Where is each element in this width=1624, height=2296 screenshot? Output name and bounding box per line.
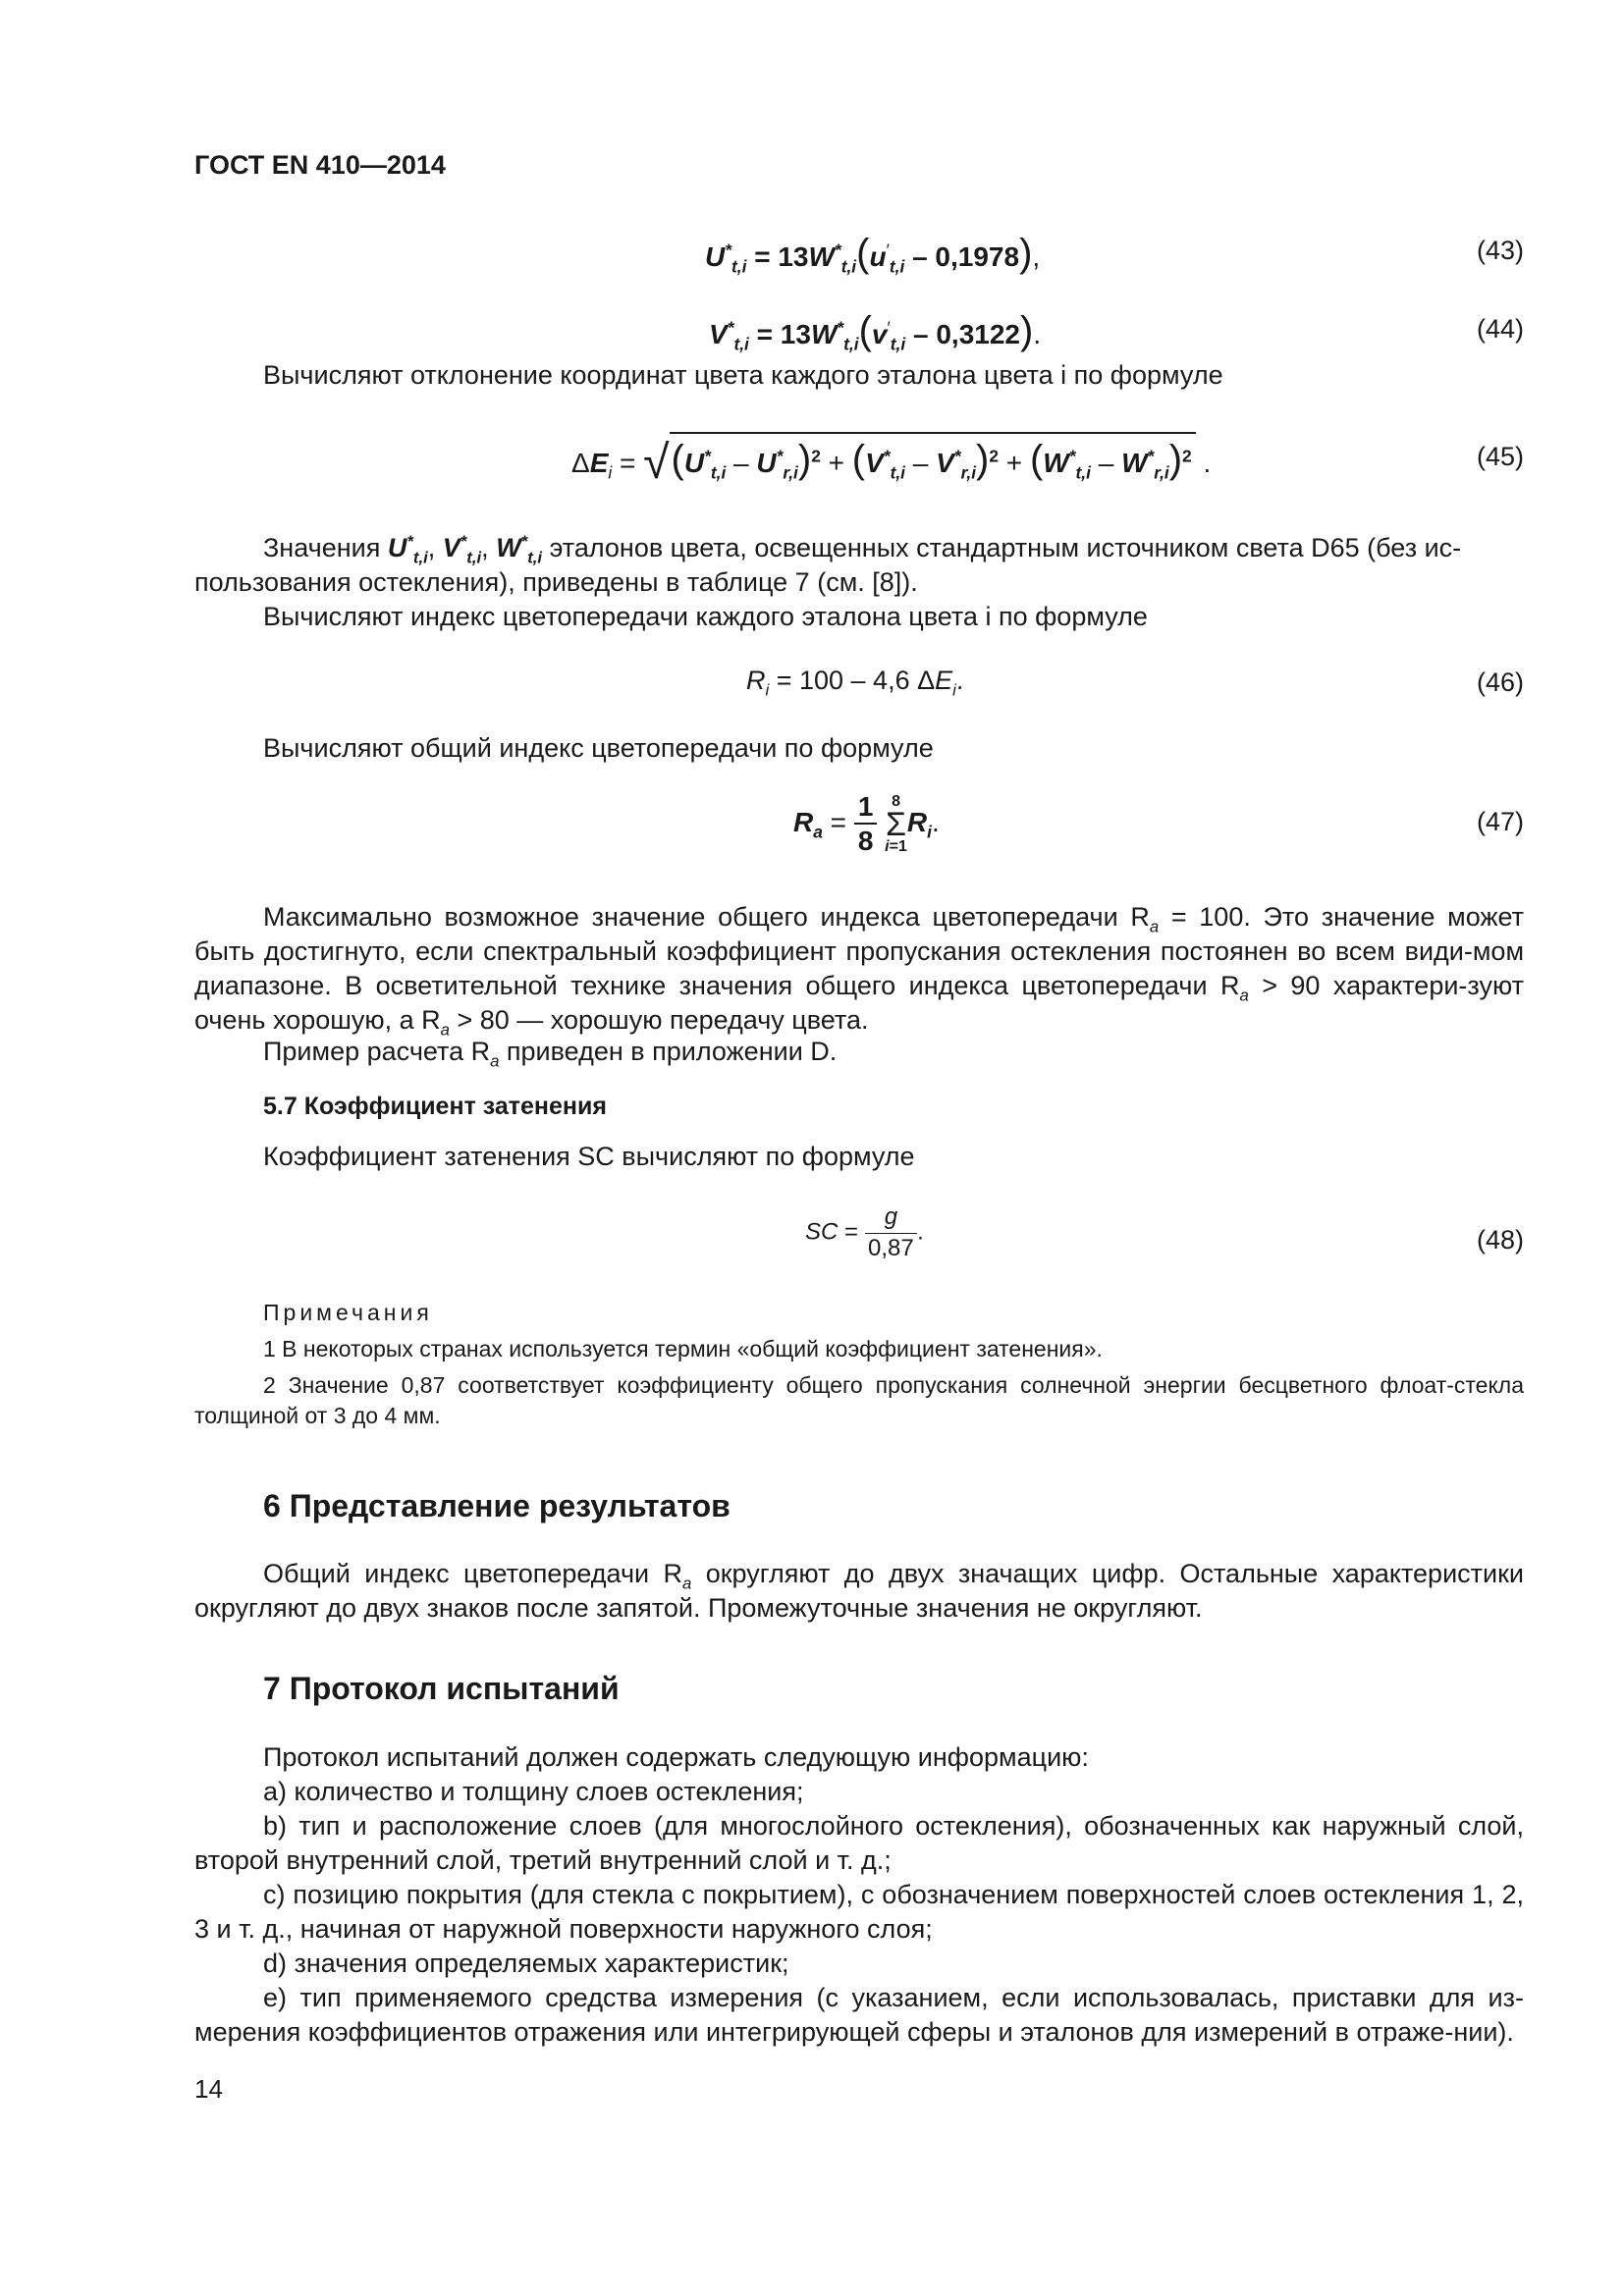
formula-45: $\Delta E_i = √(U^*_{t,i} - U^*_{r,i})^2 + (V^*_{t,i} - V^*_{r,i})^2 + (W^*_{t,i} - W^*_{r,i})^2$ . [571,432,1211,487]
example-text-1: Пример расчета R [263,1037,491,1066]
formula-47-number: (47) [1476,807,1524,836]
protocol-item-d: d) значения определяемых характеристик; [263,1949,789,1978]
formula-48-number: (48) [1476,1225,1524,1255]
notes-label: Примечания [263,1300,433,1325]
values-label: Значения [263,533,381,562]
section-7-heading: 7 Протокол испытаний [263,1671,620,1706]
max-text-4: > 80 — хорошую передачу цвета. [449,1005,869,1035]
max-text-2: = 100. Это значение может быть достигнуто, если спектральный коэффициент пропускания остекления постоянен во всем види-мом диапазоне. В осветительной технике значения общего индекса цветопередачи R [194,902,1525,1000]
formula-43: $U^*_{t,i} = 13W^*_{t,i}(u'_{t,i} - 0,1978)$, [705,232,1041,277]
sub-a-1: a [1149,917,1160,936]
paragraph-values-line1: Значения $U^*_{t,i}$, $V^*_{t,i}$, $W^*_{t,i}$ эталонов цвета, освещенных стандартным источником света D65 (без ис- [263,532,1462,567]
formula-46: $R_i = 100 - 4,6$ $\Delta E_i$. [746,666,964,700]
protocol-item-b: b) тип и расположение слоев (для многослойного остекления), обозначенных как наружный слой, второй внутренний слой, третий внутренний слой и т. д.; [194,1811,1524,1875]
sub-a-4: a [490,1051,500,1071]
sub-a-2: a [1239,986,1249,1005]
note-2: 2 Значение 0,87 соответствует коэффициенту общего пропускания солнечной энергии бесцветного флоат-стекла толщиной от 3 до 4 мм. [194,1372,1524,1428]
formula-44: $V^*_{t,i} = 13W^*_{t,i}(v'_{t,i} - 0,3122)$. [709,309,1042,354]
formula-44-number: (44) [1476,314,1524,344]
paragraph-deviation: Вычисляют отклонение координат цвета каждого эталона цвета i по формуле [263,360,1223,390]
paragraph-example [263,1035,837,1069]
paragraph-values-line2: пользования остекления), приведены в таблице 7 (см. [8]). [194,567,918,597]
protocol-item-c: c) позицию покрытия (для стекла с покрытием), с обозначением поверхностей слоев остекления 1, 2, 3 и т. д., начиная от наружной поверхности наружного слоя; [194,1880,1524,1944]
section-7-intro: Протокол испытаний должен содержать следующую информацию: [263,1742,1089,1772]
section-5-7-intro: Коэффициент затенения SC вычисляют по формуле [263,1142,915,1171]
max-text-1: Максимально возможное значение общего индекса цветопередачи R [263,902,1150,932]
paragraph-index-each: Вычисляют индекс цветопередачи каждого эталона цвета i по формуле [263,602,1148,631]
document-header: ГОСТ EN 410—2014 [194,150,446,180]
sub-a-5: a [682,1574,692,1593]
formula-47: $R_a$ = $\frac{1}{8}$ 8 Σ $i=1R_i$. [793,791,940,856]
paragraph-max-value [194,900,1524,1038]
max-text-3: > 90 характери-зуют очень хорошую, а R [194,971,1525,1035]
note-1: 1 В некоторых странах используется термин «общий коэффициент затенения». [263,1336,1103,1362]
values-text: эталонов цвета, освещенных стандартным источником света D65 (без ис- [549,533,1462,562]
example-text-2: приведен в приложении D. [499,1037,838,1066]
formula-45-number: (45) [1476,442,1524,471]
section-6-text-1: Общий индекс цветопередачи R [263,1559,682,1588]
page-number: 14 [194,2074,223,2104]
paragraph-index-total: Вычисляют общий индекс цветопередачи по формуле [263,733,934,763]
formula-43-number: (43) [1476,236,1524,265]
section-6-heading: 6 Представление результатов [263,1488,731,1523]
section-6-text-2: округляют до двух значащих цифр. Остальные характеристики округляют до двух знаков после запятой. Промежуточные значения не округляют. [194,1559,1524,1623]
section-5-7-heading: 5.7 Коэффициент затенения [263,1093,607,1120]
formula-46-number: (46) [1476,667,1524,697]
protocol-item-e: e) тип применяемого средства измерения (с указанием, если использовалась, приставки для из-мерения коэффициентов отражения или интегрирующей сферы и эталонов для измерений в отраже-нии). [194,1983,1524,2047]
section-6-text [194,1557,1524,1626]
formula-48: SC = $\frac{g}{0,87}$ . [805,1203,924,1261]
protocol-item-a: a) количество и толщину слоев остекления; [263,1777,804,1806]
sub-a-3: a [440,1020,450,1040]
